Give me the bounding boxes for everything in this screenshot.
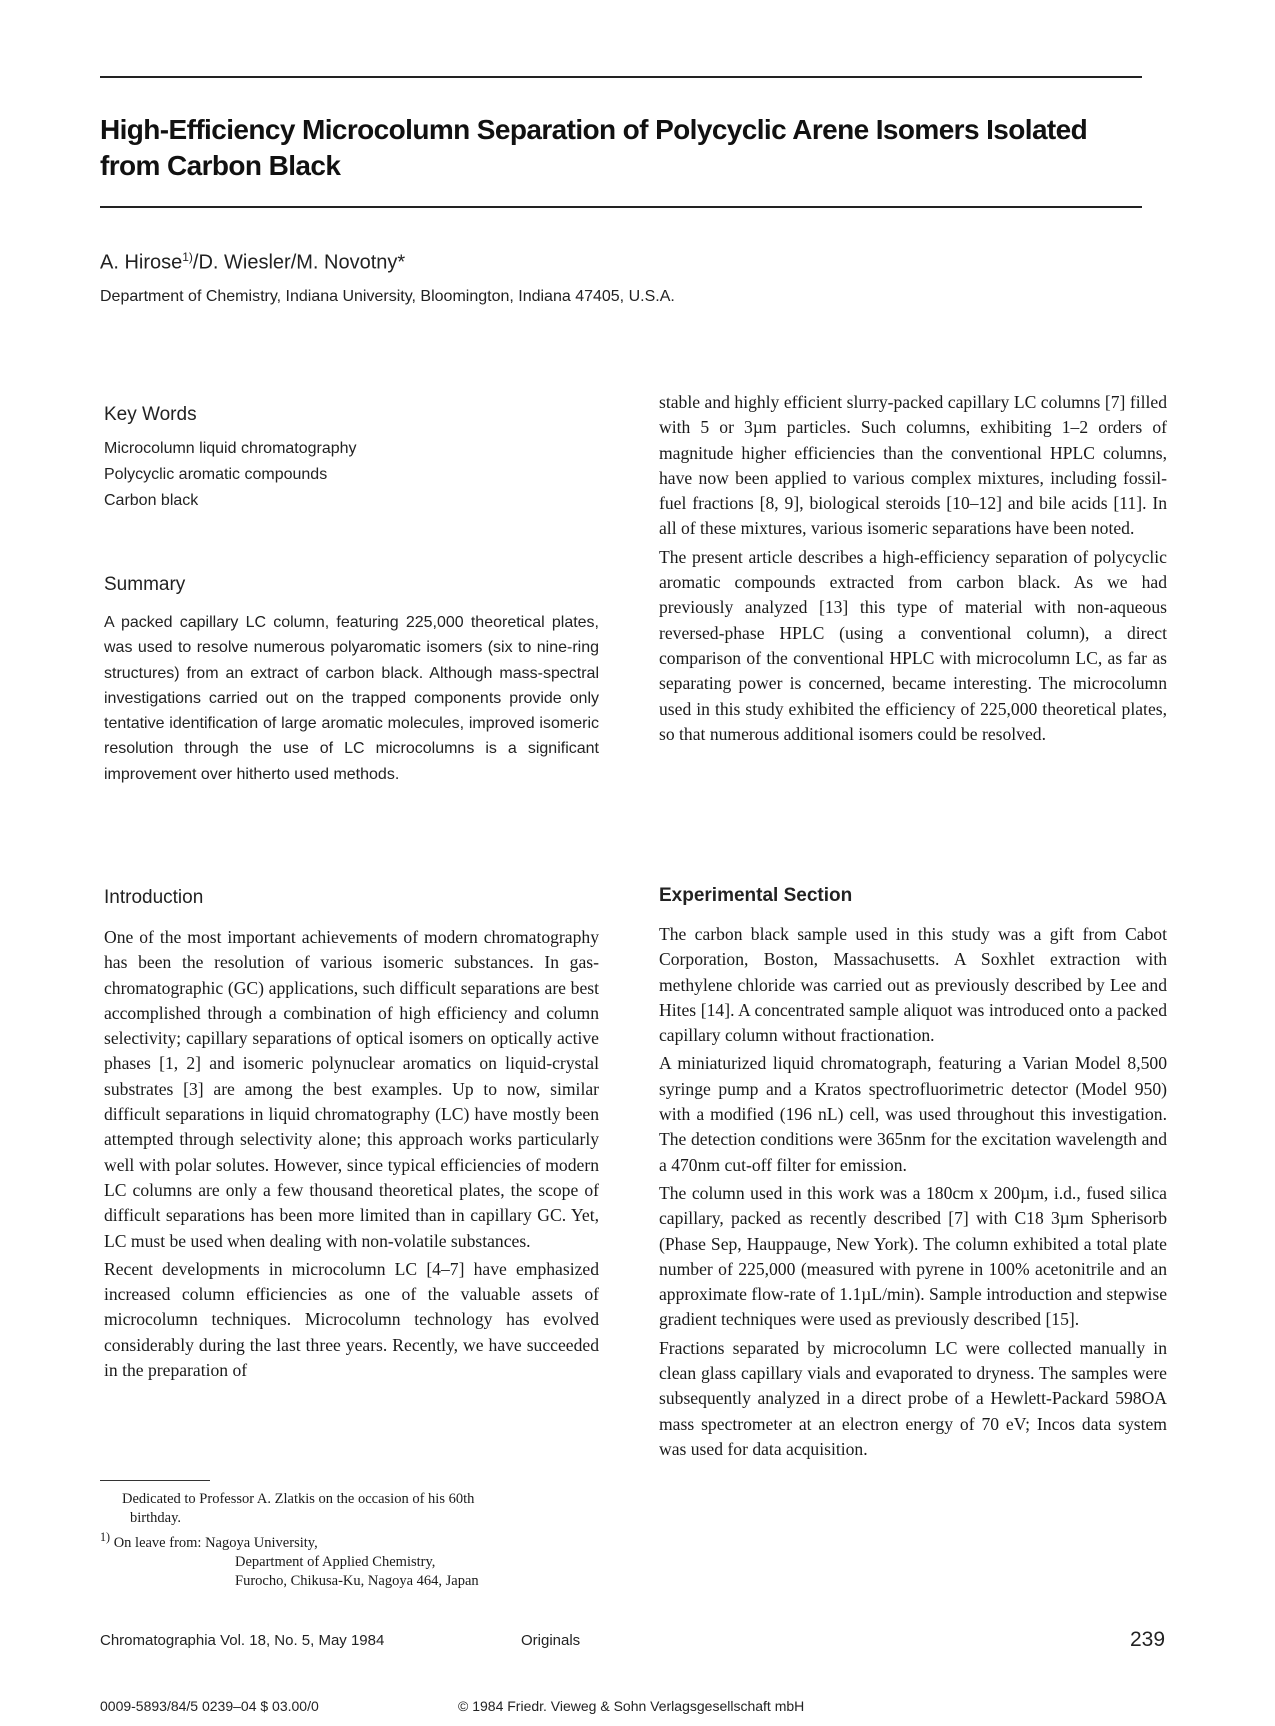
experimental-heading: Experimental Section [659,885,853,906]
author-rest: /D. Wiesler/M. Novotny* [192,251,406,274]
summary-heading: Summary [104,574,186,595]
keywords-section [104,404,599,514]
summary-section [104,574,599,787]
intro-continuation-paragraph: stable and highly efficient slurry-packed capillary LC columns [7] filled with 5 or 3µm particles. Such columns, exhibiting 1–2 orders of magnitude higher efficiencies than the conventional HPLC columns, have now been applied to various complex mixtures, including fossil-fuel fractions [8, 9], biological steroids [10–12] and bile acids [11]. In all of these mixtures, various isomeric separations have been noted. [659,392,1167,539]
intro-continuation-paragraph: The present article describes a high-efficiency separation of polycyclic aromatic compounds extracted from carbon black. As we had previously analyzed [13] this type of material with non-aqueous reversed-phase HPLC (using a conventional column), a direct comparison of the conventional HPLC with microcolumn LC, as far as separating power is concerned, became interesting. The microcolumn used in this study exhibited the efficiency of 225,000 theoretical plates, so that numerous additional isomers could be resolved. [659,546,1167,744]
keywords-heading: Key Words [104,404,197,425]
author-line [100,250,405,275]
footnotes [100,1490,620,1591]
keyword-item: Microcolumn liquid chromatography [104,440,357,457]
title-rule [100,206,1142,208]
footnote-mark: 1) [100,1530,111,1544]
introduction-paragraph: Recent developments in microcolumn LC [4–7] have emphasized increased column efficiencies as one of the valuable assets of microcolumn techniques. Microcolumn technology has evolved considerably during the last three years. Recently, we have succeeded in the preparation of [104,1258,599,1381]
footnote-leave-text: On leave from: Nagoya University, [113,1534,318,1551]
footnote-dedication: Dedicated to Professor A. Zlatkis on the occasion of his 60th [122,1491,475,1507]
footnote-dedication-cont: birthday. [130,1510,182,1526]
keywords-list [104,436,599,514]
experimental-paragraph: Fractions separated by microcolumn LC were collected manually in clean glass capillary vials and evaporated to dryness. The samples were subsequently analyzed in a direct probe of a Hewlett-Packard 598OA mass spectrometer at an electron energy of 70 eV; Incos data system was used for data acquisition. [659,1337,1167,1459]
experimental-section [659,885,1167,1462]
experimental-paragraph: The column used in this work was a 180cm x 200µm, i.d., fused silica capillary, packed as recently described [7] with C18 3µm Spherisorb (Phase Sep, Hauppauge, New York). The column exhibited a total plate number of 225,000 (measured with pyrene in 100% acetonitrile and an approximate flow-rate of 1.1µL/min). Sample introduction and stepwise gradient techniques were used as previously described [15]. [659,1182,1168,1330]
experimental-paragraph: A miniaturized liquid chromatograph, featuring a Varian Model 8,500 syringe pump and a Kratos spectrofluorimetric detector (Model 950) with a modified (196 nL) cell, was used throughout this investigation. The detection conditions were 365nm for the excitation wavelength and a 470nm cut-off filter for emission. [659,1053,1167,1175]
author-first: A. Hirose [100,251,183,274]
introduction-section [104,887,599,1383]
issn-code: 0009-5893/84/5 0239–04 $ 03.00/0 [100,1698,319,1714]
article-title: High-Efficiency Microcolumn Separation of Polycyclic Arene Isomers Isolated from Carbon Black [100,114,1088,181]
keyword-item: Polycyclic aromatic compounds [104,466,328,483]
journal-citation: Chromatographia Vol. 18, No. 5, May 1984 [100,1632,385,1649]
introduction-paragraph: One of the most important achievements of modern chromatography has been the resolution of various isomeric substances. In gas-chromatographic (GC) applications, such difficult separations are best accomplished through a combination of high efficiency and column selectivity; capillary separations of optical isomers on optically active phases [1, 2] and isomeric polynuclear aromatics on liquid-crystal substrates [3] are among the best examples. Up to now, similar difficult separations in liquid chromatography (LC) have mostly been attempted through selectivity alone; this approach works particularly well with polar solutes. However, since typical efficiencies of modern LC columns are only a few thousand theoretical plates, the scope of difficult separations has been more limited than in capillary GC. Yet, LC must be used when dealing with non-volatile substances. [104,927,599,1251]
copyright-line: © 1984 Friedr. Vieweg & Sohn Verlagsgesellschaft mbH [458,1698,805,1714]
affiliation: Department of Chemistry, Indiana University, Bloomington, Indiana 47405, U.S.A. [100,288,675,305]
footnote-address-line: Furocho, Chikusa-Ku, Nagoya 464, Japan [235,1572,479,1589]
footnote-address-line: Department of Applied Chemistry, [235,1553,436,1570]
footnote-rule [100,1480,210,1481]
section-label: Originals [521,1632,581,1649]
introduction-heading: Introduction [104,887,204,908]
author-footnote-mark: 1) [182,250,193,264]
summary-text: A packed capillary LC column, featuring 225,000 theoretical plates, was used to resolve numerous polyaromatic isomers (six to nine-ring structures) from an extract of carbon black. Although mass-spectral investigations carried out on the trapped components provide only tentative identification of large aromatic molecules, improved isomeric resolution through the use of LC microcolumns is a significant improvement over hitherto used methods. [104,614,599,783]
footnote-leave [100,1528,620,1553]
experimental-paragraph: The carbon black sample used in this study was a gift from Cabot Corporation, Boston, Massachusetts. A Soxhlet extraction with methylene chloride was carried out as previously described by Lee and Hites [14]. A concentrated sample aliquot was introduced onto a packed capillary column without fractionation. [659,924,1167,1046]
page-number: 239 [1130,1628,1166,1651]
top-rule [100,76,1142,78]
right-intro-section [659,390,1167,747]
keyword-item: Carbon black [104,492,199,509]
